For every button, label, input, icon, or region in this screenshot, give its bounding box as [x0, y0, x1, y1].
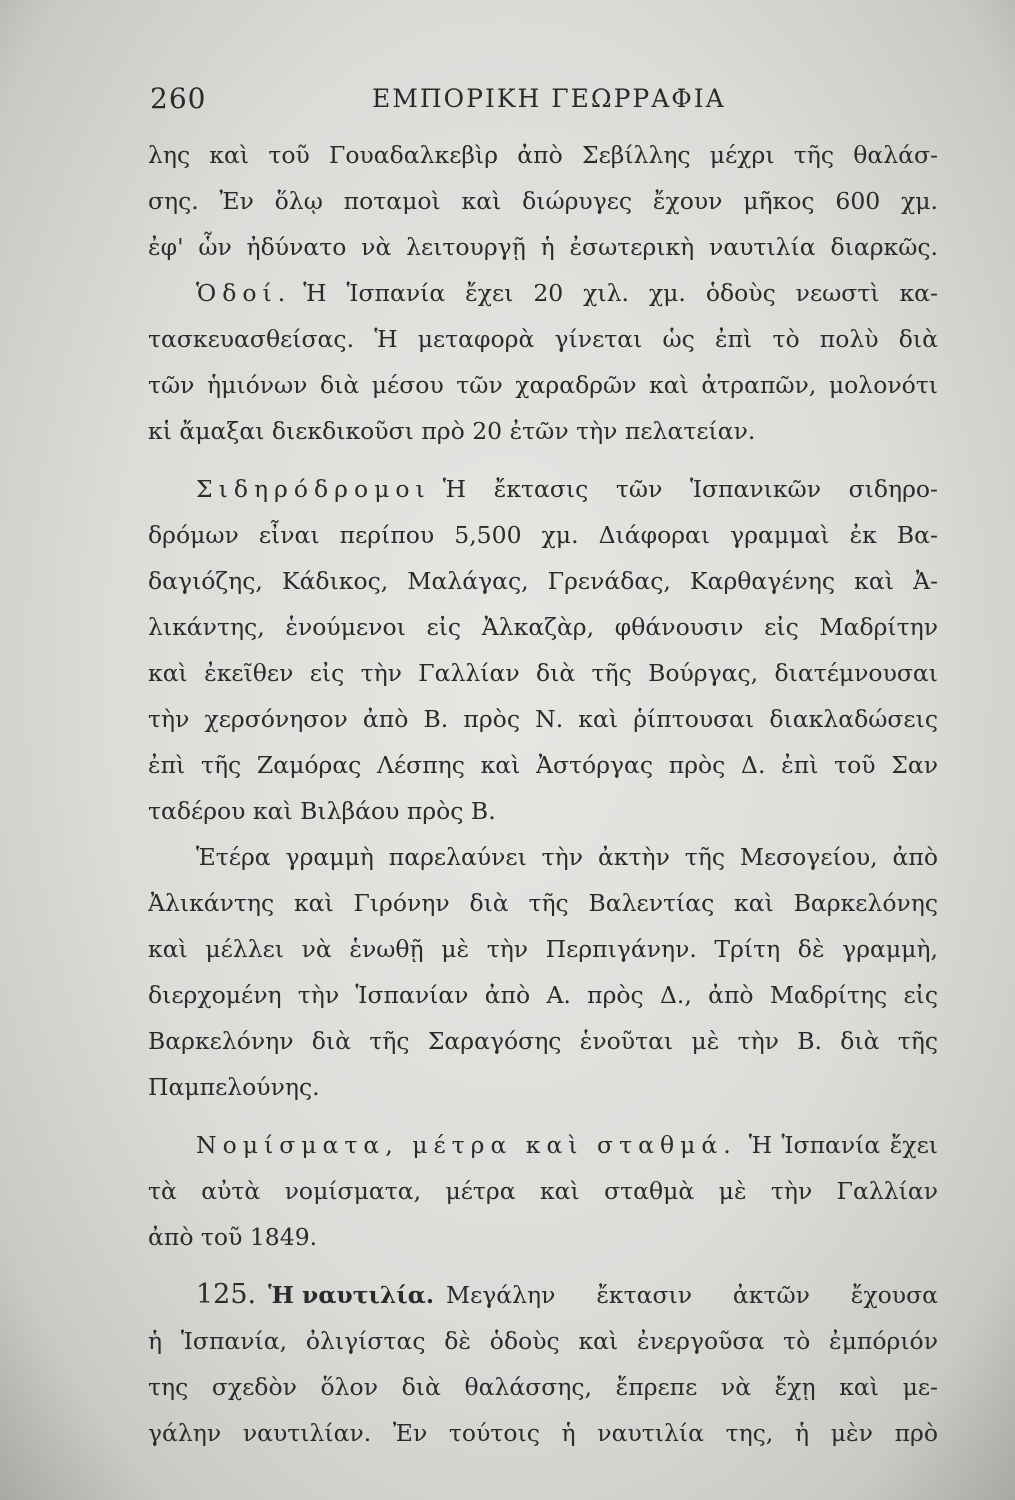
text-line: Βαρκελόνην διὰ τῆς Σαραγόσης ἑνοῦται μὲ τὴν Β. διὰ τῆς	[148, 1027, 938, 1055]
section-heading-navigation: Ἡ ναυτιλία.	[268, 1281, 435, 1309]
text-line: ἀπὸ τοῦ 1849.	[148, 1223, 318, 1251]
text-line: δρόμων εἶναι περίπου 5,500 χμ. Διάφοραι γραμμαὶ ἐκ Βα-	[148, 521, 938, 549]
text-line: δαγιόζης, Κάδικος, Μαλάγας, Γρενάδας, Καρθαγένης καὶ Ἀ-	[148, 567, 938, 595]
text-line: σης. Ἐν ὅλῳ ποταμοὶ καὶ διώρυγες ἔχουν μῆκος 600 χμ.	[148, 187, 938, 215]
text-line: λης καὶ τοῦ Γουαδαλκεβὶρ ἀπὸ Σεβίλλης μέχρι τῆς θαλάσ-	[148, 141, 938, 169]
text-line: Ὁδοί. Ἡ Ἱσπανία ἔχει 20 χιλ. χμ. ὁδοὺς νεωστὶ κα-	[148, 270, 938, 316]
text-line: καὶ μέλλει νὰ ἑνωθῇ μὲ τὴν Περπιγάνην. Τρίτη δὲ γραμμὴ,	[148, 935, 938, 963]
text-line: ταδέρου καὶ Βιλβάου πρὸς Β.	[148, 797, 496, 825]
body-text	[148, 132, 938, 1456]
page-number: 260	[150, 82, 207, 115]
text-line: τῶν ἡμιόνων διὰ μέσου τῶν χαραδρῶν καὶ ἀτραπῶν, μολονότι	[148, 371, 938, 399]
text-line: τὰ αὐτὰ νομίσματα, μέτρα καὶ σταθμὰ μὲ τὴν Γαλλίαν	[148, 1177, 938, 1205]
text-line: ἡ Ἱσπανία, ὀλιγίστας δὲ ὁδοὺς καὶ ἐνεργοῦσα τὸ ἐμπόριόν	[148, 1327, 938, 1355]
text-line: ἐπὶ τῆς Ζαμόρας Λέσπης καὶ Ἀστόργας πρὸς Δ. ἐπὶ τοῦ Σαν	[148, 751, 938, 779]
text-line: 125. Ἡ ναυτιλία. Μεγάλην ἔκτασιν ἀκτῶν ἔχουσα	[148, 1272, 938, 1318]
page-header	[150, 82, 930, 122]
text-line: διερχομένη τὴν Ἱσπανίαν ἀπὸ Α. πρὸς Δ., ἀπὸ Μαδρίτης εἰς	[148, 981, 938, 1009]
section-heading-roads: Ὁδοί.	[196, 279, 292, 307]
text-line: κἱ ἄμαξαι διεκδικοῦσι πρὸ 20 ἐτῶν τὴν πελατείαν.	[148, 417, 756, 445]
text-line: ἐφ' ὧν ἠδύνατο νὰ λειτουργῇ ἡ ἐσωτερικὴ ναυτιλία διαρκῶς.	[148, 233, 938, 261]
text-line: Παμπελούνης.	[148, 1073, 320, 1101]
text-line: τασκευασθείσας. Ἡ μεταφορὰ γίνεται ὡς ἐπὶ τὸ πολὺ διὰ	[148, 325, 938, 353]
text-line: Σιδηρόδρομοι Ἡ ἔκτασις τῶν Ἱσπανικῶν σιδηρο-	[148, 466, 938, 512]
text-line: λικάντης, ἑνούμενοι εἰς Ἀλκαζὰρ, φθάνουσιν εἰς Μαδρίτην	[148, 613, 938, 641]
text-line: της σχεδὸν ὅλον διὰ θαλάσσης, ἔπρεπε νὰ ἔχῃ καὶ με-	[148, 1373, 938, 1401]
section-heading-currency: Νομίσματα, μέτρα καὶ σταθμά.	[196, 1131, 737, 1159]
section-heading-railways: Σιδηρόδρομοι	[196, 475, 431, 503]
running-title: ΕΜΠΟΡΙΚΗ ΓΕΩΡΡΑΦΙΑ	[372, 84, 726, 113]
text-line: Ἑτέρα γραμμὴ παρελαύνει τὴν ἀκτὴν τῆς Μεσογείου, ἀπὸ	[196, 843, 938, 871]
text-line: Ἀλικάντης καὶ Γιρόνην διὰ τῆς Βαλεντίας καὶ Βαρκελόνης	[148, 889, 938, 917]
text-line: γάλην ναυτιλίαν. Ἐν τούτοις ἡ ναυτιλία της, ἡ μὲν πρὸ	[148, 1419, 938, 1447]
text-line: Νομίσματα, μέτρα καὶ σταθμά. Ἡ Ἱσπανία ἔχει	[148, 1122, 938, 1168]
paragraph-number: 125.	[196, 1279, 257, 1310]
text-line: τὴν χερσόνησον ἀπὸ Β. πρὸς Ν. καὶ ῥίπτουσαι διακλαδώσεις	[148, 705, 938, 733]
text-line: καὶ ἐκεῖθεν εἰς τὴν Γαλλίαν διὰ τῆς Βούργας, διατέμνουσαι	[148, 659, 938, 687]
